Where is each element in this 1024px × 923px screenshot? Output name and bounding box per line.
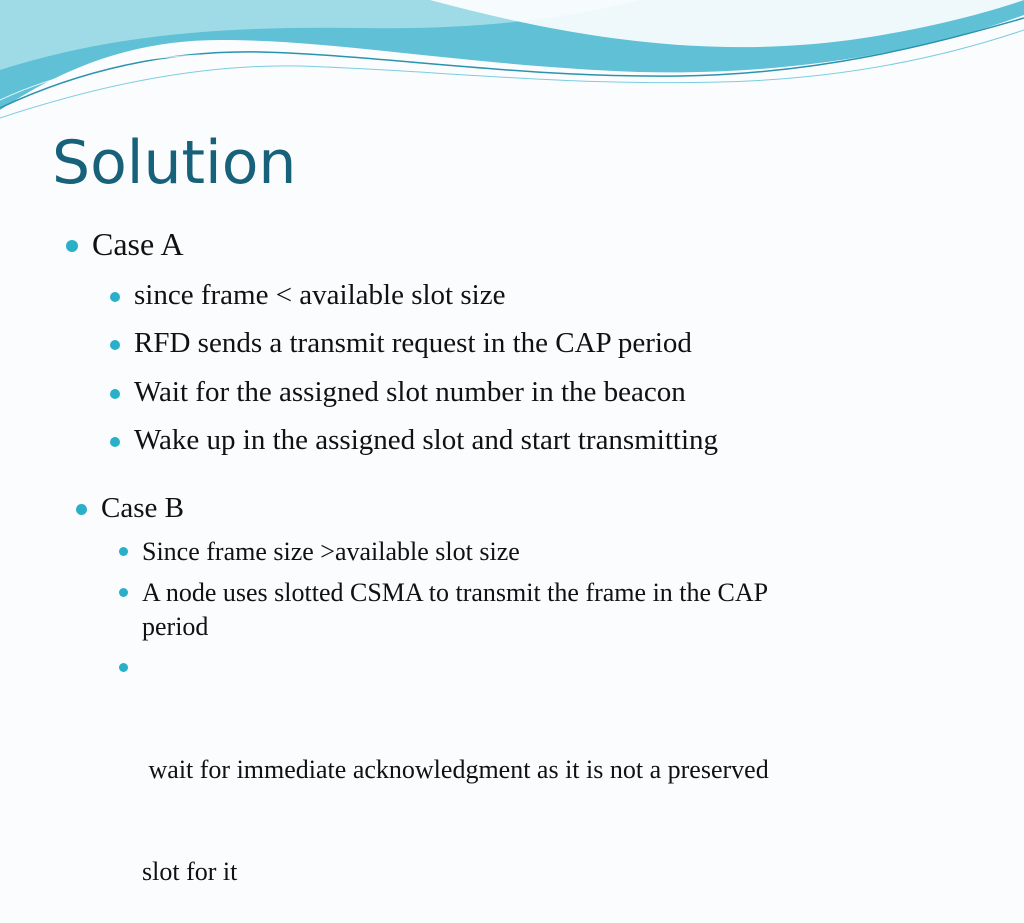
header-wave-decoration bbox=[0, 0, 1024, 130]
bullet-icon bbox=[119, 663, 128, 672]
case-a-heading bbox=[92, 226, 184, 263]
bullet-icon bbox=[110, 389, 120, 399]
case-b-point-3 bbox=[142, 651, 769, 923]
case-a-point-text: Wait for the assigned slot number in the beacon bbox=[134, 376, 686, 408]
case-a-point-text: RFD sends a transmit request in the CAP period bbox=[134, 327, 692, 359]
case-b-heading bbox=[101, 492, 184, 525]
bullet-icon bbox=[110, 437, 120, 447]
case-b-heading-text: Case B bbox=[101, 492, 184, 524]
case-a-point-1 bbox=[134, 279, 505, 312]
case-b-point-1 bbox=[142, 535, 520, 569]
case-a-point-text: since frame < available slot size bbox=[134, 279, 506, 311]
bullet-icon bbox=[66, 240, 78, 252]
case-b-point-text-continued: slot for it bbox=[142, 857, 238, 886]
case-b-point-text: wait for immediate acknowledgment as it is not a preserved bbox=[142, 755, 769, 784]
bullet-icon bbox=[119, 547, 128, 556]
case-b-point-text: A node uses slotted CSMA to transmit the frame in the CAP bbox=[142, 578, 769, 607]
case-a-point-4 bbox=[134, 424, 718, 457]
bullet-icon bbox=[110, 292, 120, 302]
case-a-point-text: Wake up in the assigned slot and start transmitting bbox=[134, 424, 719, 456]
case-a-point-2 bbox=[134, 327, 692, 360]
slide-title: Solution bbox=[52, 128, 297, 198]
case-a-point-3 bbox=[134, 376, 686, 409]
case-b-point-2 bbox=[142, 576, 768, 644]
case-b-point-text: Since frame size >available slot size bbox=[142, 537, 520, 566]
bullet-icon bbox=[76, 504, 87, 515]
bullet-icon bbox=[110, 340, 120, 350]
bullet-icon bbox=[119, 588, 128, 597]
case-b-point-text-continued: period bbox=[142, 612, 209, 641]
case-a-heading-text: Case A bbox=[92, 226, 184, 262]
